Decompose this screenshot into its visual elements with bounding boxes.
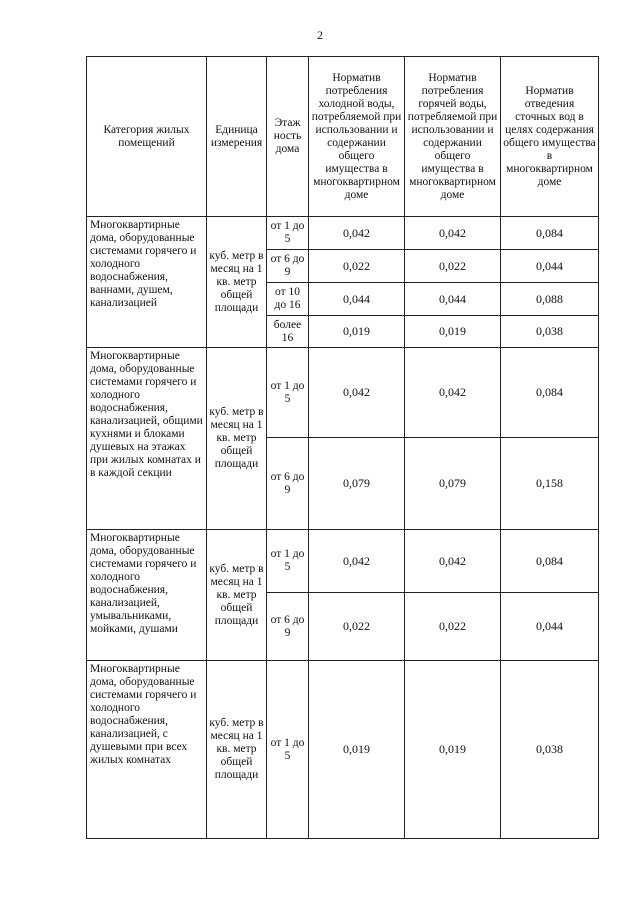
hot-water-value: 0,022 xyxy=(405,250,501,283)
header-hot-water: Норматив потребления горячей воды, потребляемой при использовании и содержании общего имущества в многоквартирном доме xyxy=(405,57,501,217)
hot-water-value: 0,042 xyxy=(405,530,501,593)
category-cell: Многоквартирные дома, оборудованные системами горячего и холодного водоснабжения, канализацией, умывальниками, мойками, душами xyxy=(87,530,207,661)
cold-water-value: 0,042 xyxy=(309,530,405,593)
unit-cell: куб. метр в месяц на 1 кв. метр общей площади xyxy=(207,530,267,661)
floors-cell: от 6 до 9 xyxy=(267,250,309,283)
sewage-value: 0,038 xyxy=(501,661,599,839)
header-cold-water: Норматив потребления холодной воды, потребляемой при использовании и содержании общего имущества в многоквартирном доме xyxy=(309,57,405,217)
table-row xyxy=(87,661,599,839)
unit-cell: куб. метр в месяц на 1 кв. метр общей площади xyxy=(207,661,267,839)
sewage-value: 0,084 xyxy=(501,348,599,438)
floors-cell: от 6 до 9 xyxy=(267,438,309,530)
sewage-value: 0,044 xyxy=(501,593,599,661)
cold-water-value: 0,042 xyxy=(309,217,405,250)
table-row xyxy=(87,217,599,250)
sewage-value: 0,044 xyxy=(501,250,599,283)
hot-water-value: 0,019 xyxy=(405,316,501,348)
cold-water-value: 0,042 xyxy=(309,348,405,438)
sewage-value: 0,084 xyxy=(501,530,599,593)
header-floors: Этаж ность дома xyxy=(267,57,309,217)
cold-water-value: 0,022 xyxy=(309,250,405,283)
cold-water-value: 0,044 xyxy=(309,283,405,316)
floors-cell: от 1 до 5 xyxy=(267,217,309,250)
hot-water-value: 0,042 xyxy=(405,217,501,250)
cold-water-value: 0,079 xyxy=(309,438,405,530)
category-cell: Многоквартирные дома, оборудованные системами горячего и холодного водоснабжения, канализацией, общими кухнями и блоками душевых на этажах при жилых комнатах и в каждой секции xyxy=(87,348,207,530)
cold-water-value: 0,022 xyxy=(309,593,405,661)
cold-water-value: 0,019 xyxy=(309,316,405,348)
hot-water-value: 0,022 xyxy=(405,593,501,661)
header-sewage: Норматив отведения сточных вод в целях содержания общего имущества в многоквартирном доме xyxy=(501,57,599,217)
page-number: 2 xyxy=(317,28,323,42)
sewage-value: 0,038 xyxy=(501,316,599,348)
table-row xyxy=(87,348,599,438)
floors-cell: более 16 xyxy=(267,316,309,348)
hot-water-value: 0,042 xyxy=(405,348,501,438)
table-header-row xyxy=(87,57,599,217)
category-cell: Многоквартирные дома, оборудованные системами горячего и холодного водоснабжения, ваннами, душем, канализацией xyxy=(87,217,207,348)
floors-cell: от 10 до 16 xyxy=(267,283,309,316)
sewage-value: 0,084 xyxy=(501,217,599,250)
hot-water-value: 0,079 xyxy=(405,438,501,530)
table-row xyxy=(87,530,599,593)
unit-cell: куб. метр в месяц на 1 кв. метр общей площади xyxy=(207,348,267,530)
floors-cell: от 6 до 9 xyxy=(267,593,309,661)
header-category: Категория жилых помещений xyxy=(87,57,207,217)
header-unit: Единица измерения xyxy=(207,57,267,217)
hot-water-value: 0,044 xyxy=(405,283,501,316)
category-cell: Многоквартирные дома, оборудованные системами горячего и холодного водоснабжения, канализацией, с душевыми при всех жилых комнатах xyxy=(87,661,207,839)
cold-water-value: 0,019 xyxy=(309,661,405,839)
floors-cell: от 1 до 5 xyxy=(267,348,309,438)
sewage-value: 0,158 xyxy=(501,438,599,530)
norms-table xyxy=(86,56,599,839)
floors-cell: от 1 до 5 xyxy=(267,661,309,839)
unit-cell: куб. метр в месяц на 1 кв. метр общей площади xyxy=(207,217,267,348)
sewage-value: 0,088 xyxy=(501,283,599,316)
hot-water-value: 0,019 xyxy=(405,661,501,839)
floors-cell: от 1 до 5 xyxy=(267,530,309,593)
